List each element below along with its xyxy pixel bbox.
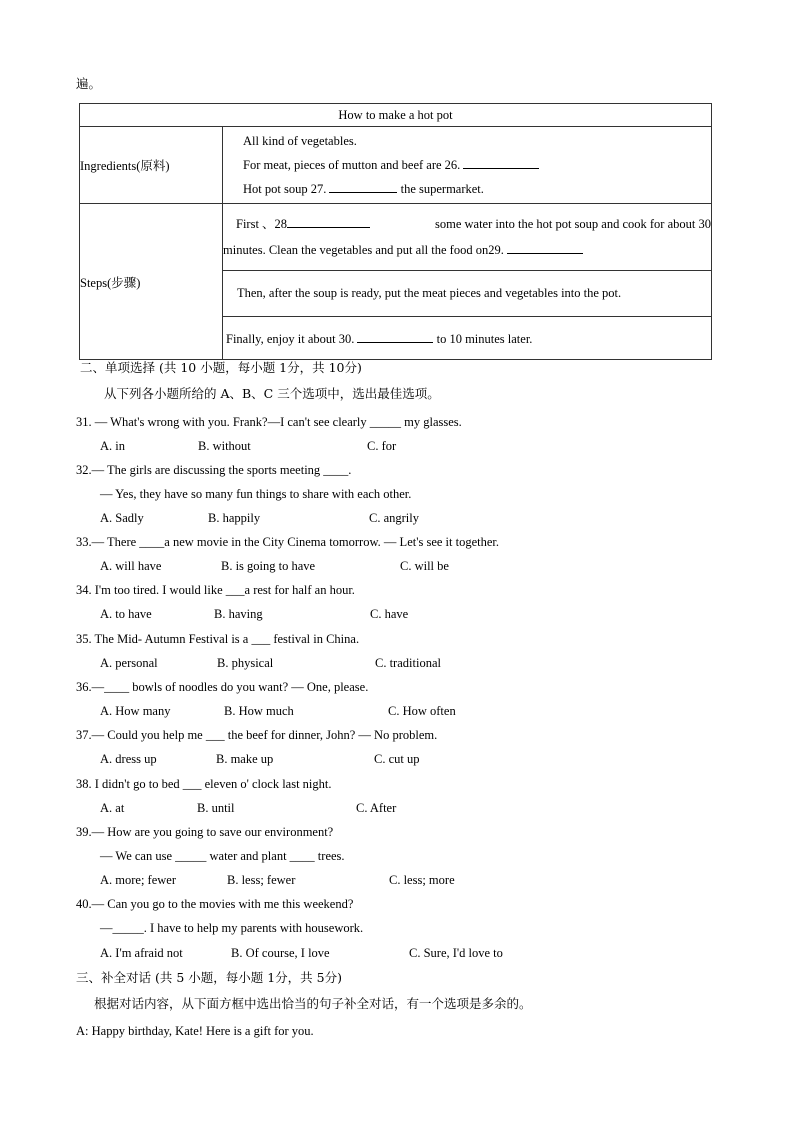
blank-30[interactable] [357,330,433,343]
question-33-option-b[interactable]: B. is going to have [221,559,316,573]
section-2-heading: 二、单项选择 (共 10 小题，每小题 1分，共 10分) [80,360,362,375]
question-34-option-a[interactable]: A. to have [100,607,152,621]
step-3-cell: Finally, enjoy it about 30. to 10 minutes later. [223,317,712,360]
blank-29[interactable] [507,241,583,254]
step-1-line-1: First 、28 some water into the hot pot soup and cook for about 30 [236,217,711,231]
question-35-stem: 35. The Mid- Autumn Festival is a ___ festival in China. [76,632,360,646]
hot-pot-table [79,103,712,360]
question-39-option-c[interactable]: C. less; more [389,873,455,887]
question-40-option-a[interactable]: A. I'm afraid not [100,946,183,960]
question-40-option-b[interactable]: B. Of course, I love [231,946,330,960]
question-34-option-b[interactable]: B. having [214,607,263,621]
blank-26[interactable] [463,156,539,169]
steps-label: Steps(步骤) [80,204,223,360]
question-31-option-a[interactable]: A. in [100,439,125,453]
section-3-heading: 三、补全对话 (共 5 小题，每小题 1分，共 5分) [76,970,342,985]
question-38-option-c[interactable]: C. After [356,801,397,815]
ingredient-2: For meat, pieces of mutton and beef are 26. [243,153,711,177]
ingredients-cell [223,127,712,204]
question-38-option-a[interactable]: A. at [100,801,125,815]
question-36-option-c[interactable]: C. How often [388,704,456,718]
top-fragment: 遍。 [76,76,102,91]
section-3-instruction: 根据对话内容，从下面方框中选出恰当的句子补全对话，有一个选项是多余的。 [94,996,532,1011]
blank-27[interactable] [329,180,397,193]
question-33-stem: 33.— There ____a new movie in the City Cinema tomorrow. — Let's see it together. [76,535,499,549]
question-33-option-c[interactable]: C. will be [400,559,449,573]
question-32-reply: — Yes, they have so many fun things to share with each other. [100,487,412,501]
question-32-stem: 32.— The girls are discussing the sports meeting ____. [76,463,352,477]
question-36-option-a[interactable]: A. How many [100,704,171,718]
question-38-stem: 38. I didn't go to bed ___ eleven o' clock last night. [76,777,332,791]
question-32-option-c[interactable]: C. angrily [369,511,419,525]
question-34-stem: 34. I'm too tired. I would like ___a rest for half an hour. [76,583,355,597]
question-35-option-a[interactable]: A. personal [100,656,158,670]
question-36-stem: 36.—____ bowls of noodles do you want? — One, please. [76,680,369,694]
table-title: How to make a hot pot [80,104,712,127]
blank-28[interactable] [287,215,370,228]
question-35-option-b[interactable]: B. physical [217,656,274,670]
step-1-cell [223,204,712,271]
question-36-option-b[interactable]: B. How much [224,704,294,718]
question-39-reply: — We can use _____ water and plant ____ trees. [100,849,345,863]
question-37-option-b[interactable]: B. make up [216,752,274,766]
question-37-option-c[interactable]: C. cut up [374,752,420,766]
question-35-option-c[interactable]: C. traditional [375,656,441,670]
question-32-option-b[interactable]: B. happily [208,511,261,525]
question-40-reply: —_____. I have to help my parents with housework. [100,921,364,935]
question-33-option-a[interactable]: A. will have [100,559,162,573]
question-39-option-b[interactable]: B. less; fewer [227,873,296,887]
question-39-stem: 39.— How are you going to save our environment? [76,825,334,839]
ingredient-3: Hot pot soup 27. the supermarket. [243,182,484,196]
question-31-stem: 31. — What's wrong with you. Frank?—I can't see clearly _____ my glasses. [76,415,462,429]
question-39-option-a[interactable]: A. more; fewer [100,873,177,887]
step-2-cell: Then, after the soup is ready, put the meat pieces and vegetables into the pot. [223,271,712,317]
question-40-stem: 40.— Can you go to the movies with me this weekend? [76,897,354,911]
question-40-option-c[interactable]: C. Sure, I'd love to [409,946,503,960]
question-31-option-c[interactable]: C. for [367,439,397,453]
question-32-option-a[interactable]: A. Sadly [100,511,144,525]
dialogue-line-1: A: Happy birthday, Kate! Here is a gift for you. [76,1024,314,1038]
question-34-option-c[interactable]: C. have [370,607,409,621]
section-2-instruction: 从下列各小题所给的 A、B、C 三个选项中，选出最佳选项。 [104,386,440,401]
question-37-option-a[interactable]: A. dress up [100,752,157,766]
ingredient-1: All kind of vegetables. [243,134,357,148]
question-31-option-b[interactable]: B. without [198,439,251,453]
question-38-option-b[interactable]: B. until [197,801,235,815]
step-1-line-2: minutes. Clean the vegetables and put all the food on29. [223,237,711,263]
ingredients-label: Ingredients(原料) [80,127,223,204]
question-37-stem: 37.— Could you help me ___ the beef for dinner, John? — No problem. [76,728,438,742]
